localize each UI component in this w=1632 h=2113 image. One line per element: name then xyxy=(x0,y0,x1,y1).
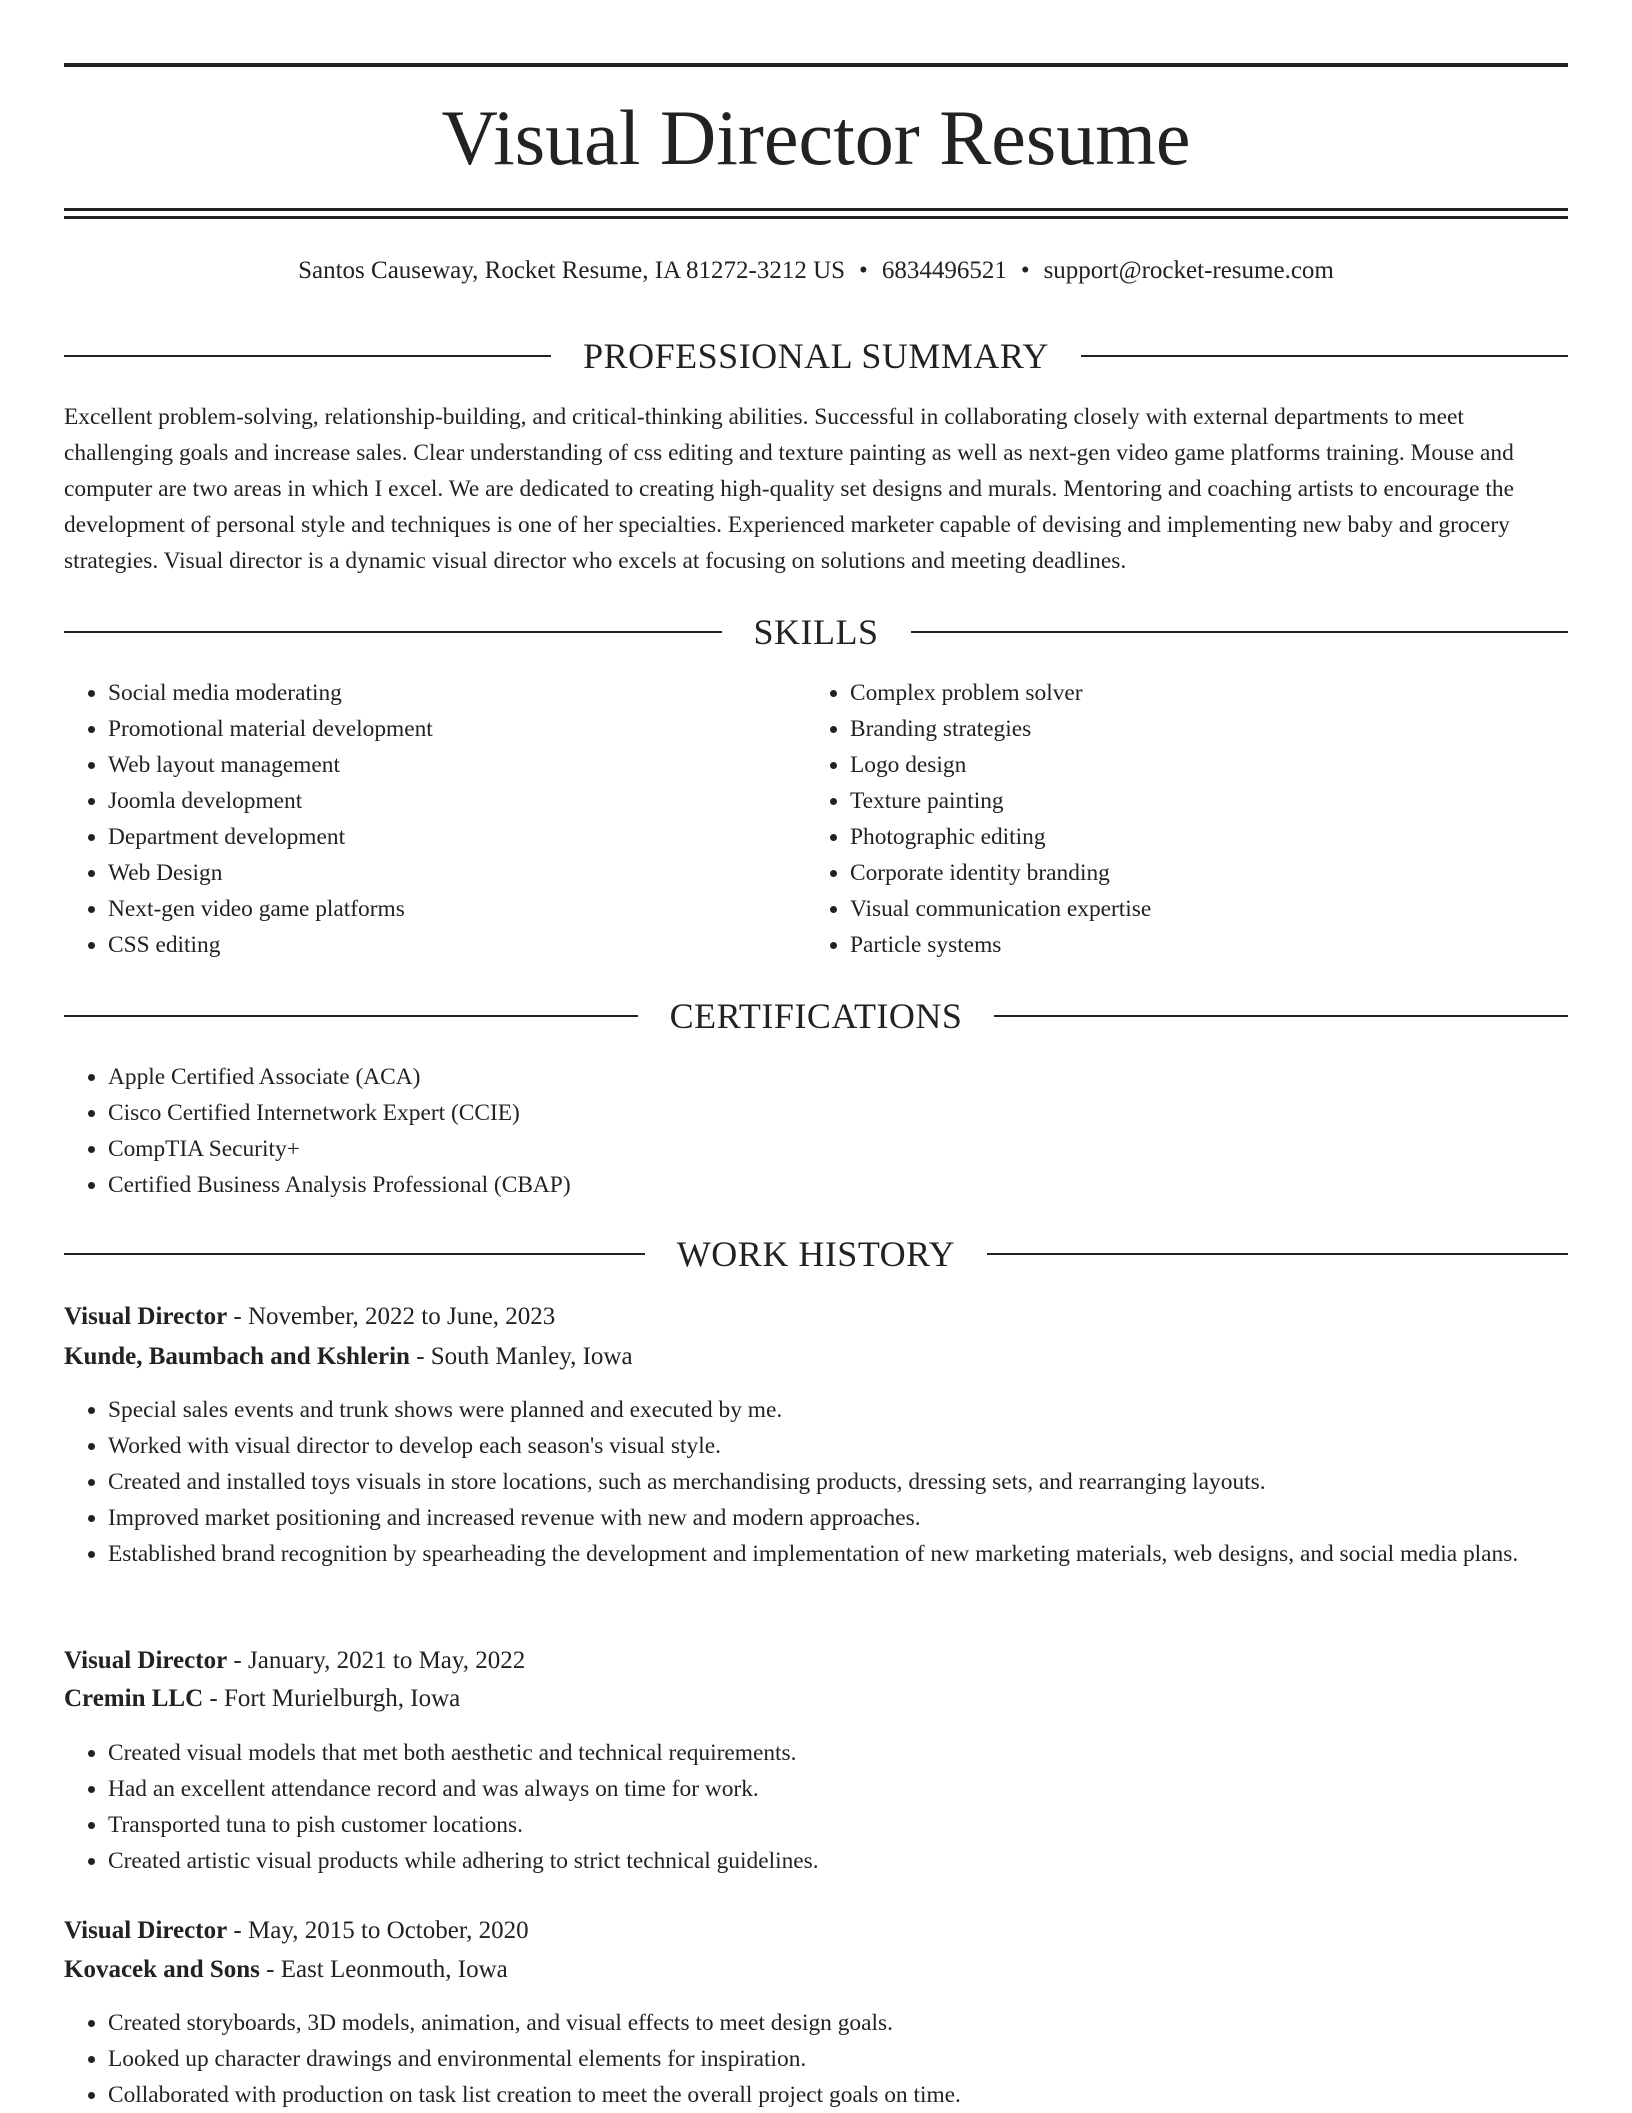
job-title-line xyxy=(64,1298,1568,1336)
certifications-list xyxy=(64,1059,1568,1203)
skill-item: • Visual communication expertise xyxy=(850,891,1546,927)
skills-right-column xyxy=(806,675,1546,963)
summary-text: Excellent problem-solving, relationship-building, and critical-thinking abilities. Successful in collaborating closely with external departments to meet challenging goals and increase sales. Clear understanding of css editing and texture painting as well as next-gen video game platforms training. Mouse and computer are two areas in which I excel. We are dedicated to creating high-quality set designs and murals. Mentoring and coaching artists to encourage the development of personal style and techniques is one of her specialties. Experienced marketer capable of devising and implementing new baby and grocery strategies. Visual director is a dynamic visual director who excels at focusing on solutions and meeting deadlines. xyxy=(64,404,1514,574)
certification-item: • CompTIA Security+ xyxy=(108,1131,1568,1167)
skills-heading-label: SKILLS xyxy=(753,612,879,652)
job-duty: • Created visual models that met both aesthetic and technical requirements. xyxy=(108,1735,1568,1771)
work-history-heading-label: WORK HISTORY xyxy=(676,1234,956,1274)
job-role: Visual Director xyxy=(64,1647,228,1674)
skills-left-column xyxy=(64,675,804,963)
job-company-line xyxy=(64,1680,1568,1718)
heading-rule-left xyxy=(64,1015,638,1017)
job-duties-list xyxy=(64,2005,1568,2113)
skill-item: • Corporate identity branding xyxy=(850,855,1546,891)
job-duty: • Created and installed toys visuals in store locations, such as merchandising products, dressing sets, and rearranging layouts. xyxy=(108,1464,1568,1500)
job-duty: • Created artistic visual products while adhering to strict technical guidelines. xyxy=(108,1843,1568,1879)
skill-item: • Photographic editing xyxy=(850,819,1546,855)
job-duty: • Worked with visual director to develop each season's visual style. xyxy=(108,1428,1568,1464)
heading-rule-right xyxy=(987,1253,1568,1255)
summary-heading xyxy=(64,334,1568,378)
job-role: Visual Director xyxy=(64,1303,228,1330)
top-rule xyxy=(64,63,1568,67)
title-rule-upper xyxy=(64,208,1568,211)
skills-left-list xyxy=(64,675,804,963)
job-company-line xyxy=(64,1951,1568,1989)
heading-rule-left xyxy=(64,1253,645,1255)
skills-heading xyxy=(64,610,1568,654)
certifications-heading xyxy=(64,994,1568,1038)
title-rule-lower xyxy=(64,216,1568,219)
job-dates: - November, 2022 to June, 2023 xyxy=(227,1303,556,1330)
job-title-line xyxy=(64,1912,1568,1950)
skill-item: • Logo design xyxy=(850,747,1546,783)
job-company: Kovacek and Sons xyxy=(64,1956,260,1983)
job-duty: • Established brand recognition by spearheading the development and implementation of new marketing materials, web designs, and social media plans. xyxy=(108,1536,1568,1572)
contact-email: support@rocket-resume.com xyxy=(1043,257,1334,284)
job-duty: • Improved market positioning and increased revenue with new and modern approaches. xyxy=(108,1500,1568,1536)
job-dates: - May, 2015 to October, 2020 xyxy=(227,1917,529,1944)
job-company-line xyxy=(64,1338,1568,1376)
job-title-line xyxy=(64,1642,1568,1680)
job-duty: • Looked up character drawings and environmental elements for inspiration. xyxy=(108,2041,1568,2077)
skill-item: • Department development xyxy=(108,819,804,855)
heading-rule-right xyxy=(911,631,1569,633)
job-duty: • Transported tuna to pish customer locations. xyxy=(108,1807,1568,1843)
job-duties xyxy=(64,1735,1568,1879)
skill-item: • Social media moderating xyxy=(108,675,804,711)
skill-item: • Complex problem solver xyxy=(850,675,1546,711)
job-duty: • Created storyboards, 3D models, animation, and visual effects to meet design goals. xyxy=(108,2005,1568,2041)
contact-phone: 6834496521 xyxy=(881,257,1007,284)
certifications-heading-label: CERTIFICATIONS xyxy=(669,996,963,1036)
work-history-heading xyxy=(64,1232,1568,1276)
heading-rule-left xyxy=(64,631,722,633)
contact-separator: • xyxy=(1020,257,1030,284)
heading-rule-right xyxy=(994,1015,1568,1017)
job-duties xyxy=(64,2005,1568,2113)
job-company: Cremin LLC xyxy=(64,1685,204,1712)
certification-item: • Cisco Certified Internetwork Expert (CCIE) xyxy=(108,1095,1568,1131)
job-location: - East Leonmouth, Iowa xyxy=(259,1956,508,1983)
skill-item: • Particle systems xyxy=(850,927,1546,963)
skill-item: • Branding strategies xyxy=(850,711,1546,747)
skill-item: • Next-gen video game platforms xyxy=(108,891,804,927)
job-company: Kunde, Baumbach and Kshlerin xyxy=(64,1343,410,1370)
job-duties-list xyxy=(64,1735,1568,1879)
job-role: Visual Director xyxy=(64,1917,228,1944)
skill-item: • Texture painting xyxy=(850,783,1546,819)
skill-item: • CSS editing xyxy=(108,927,804,963)
skill-item: • Joomla development xyxy=(108,783,804,819)
skill-item: • Web Design xyxy=(108,855,804,891)
job-duties-list xyxy=(64,1392,1568,1572)
job-duty: • Special sales events and trunk shows were planned and executed by me. xyxy=(108,1392,1568,1428)
skill-item: • Web layout management xyxy=(108,747,804,783)
contact-line xyxy=(64,254,1568,288)
summary-heading-label: PROFESSIONAL SUMMARY xyxy=(583,336,1049,376)
job-duties xyxy=(64,1392,1568,1572)
heading-rule-left xyxy=(64,355,551,357)
job-location: - Fort Murielburgh, Iowa xyxy=(203,1685,461,1712)
certifications-column xyxy=(64,1059,1568,1203)
certification-item: • Apple Certified Associate (ACA) xyxy=(108,1059,1568,1095)
contact-separator: • xyxy=(859,257,868,284)
certification-item: • Certified Business Analysis Professional (CBAP) xyxy=(108,1167,1568,1203)
resume-title: Visual Director Resume xyxy=(441,94,1191,181)
job-location: - South Manley, Iowa xyxy=(409,1343,633,1370)
job-duty: • Had an excellent attendance record and was always on time for work. xyxy=(108,1771,1568,1807)
job-duty: • Collaborated with production on task list creation to meet the overall project goals on time. xyxy=(108,2077,1568,2113)
skills-right-list xyxy=(806,675,1546,963)
job-dates: - January, 2021 to May, 2022 xyxy=(227,1647,526,1674)
contact-address: Santos Causeway, Rocket Resume, IA 81272-3212 US xyxy=(298,257,846,284)
skill-item: • Promotional material development xyxy=(108,711,804,747)
heading-rule-right xyxy=(1081,355,1568,357)
